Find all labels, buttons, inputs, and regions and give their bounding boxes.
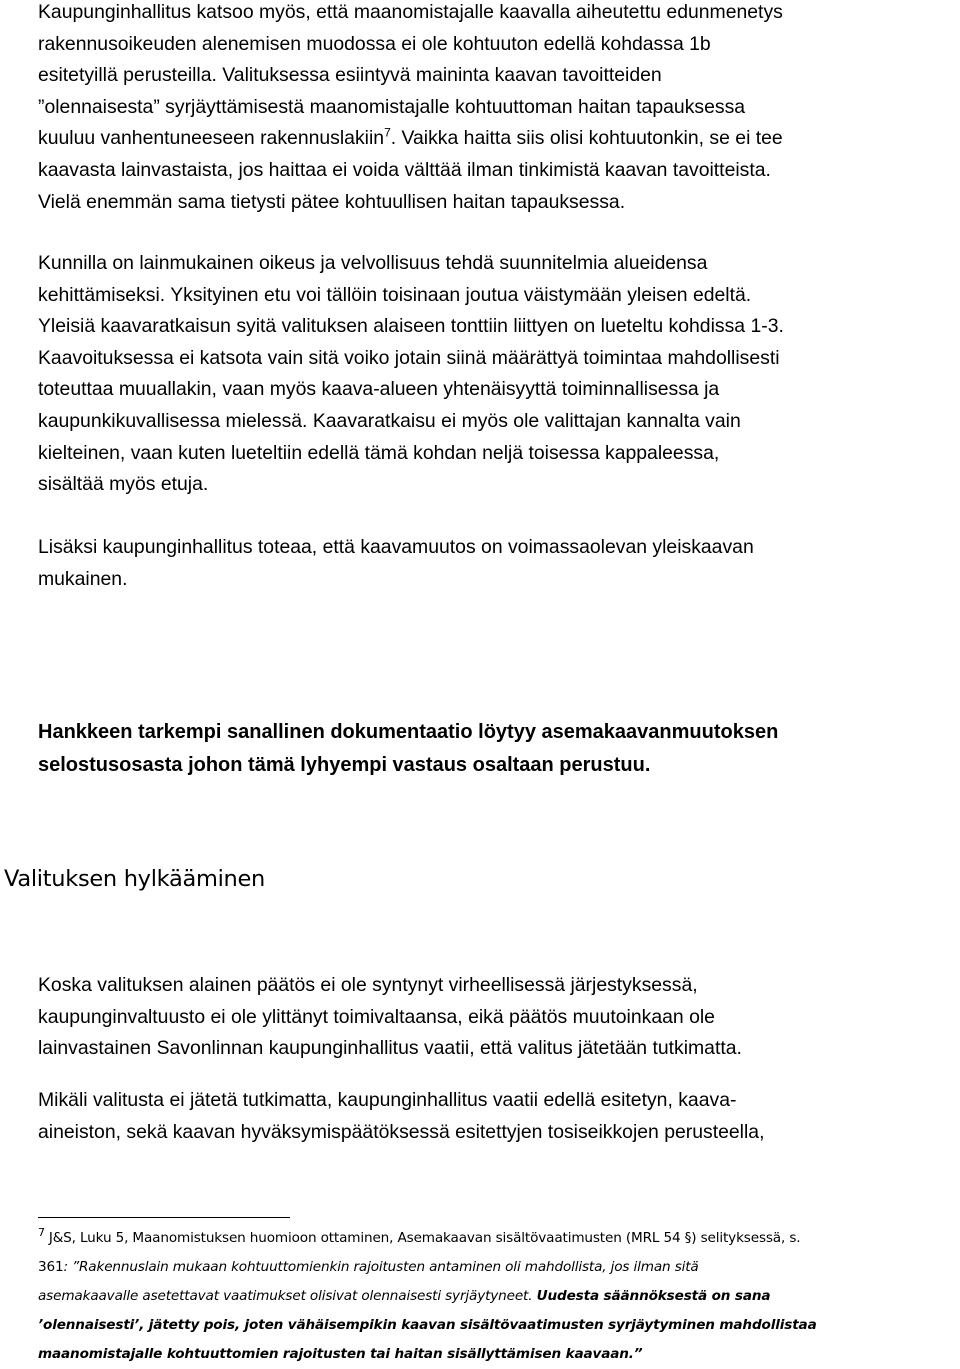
text-line: ”olennaisesta” syrjäyttämisestä maanomistajalle kohtuuttoman haitan tapauksessa bbox=[38, 95, 746, 118]
footnote-reference[interactable]: 7 bbox=[384, 125, 391, 140]
text-line: selostusosasta johon tämä lyhyempi vastaus osaltaan perustuu. bbox=[38, 754, 651, 776]
documentation-note bbox=[38, 716, 958, 782]
text-line: Kaupunginhallitus katsoo myös, että maanomistajalle kaavalla aiheutettu edunmenetys bbox=[38, 1, 783, 23]
text-line: Koska valituksen alainen päätös ei ole syntynyt virheellisessä järjestyksessä, bbox=[38, 974, 698, 996]
footnote-separator bbox=[38, 1217, 290, 1218]
paragraph-alternative-request bbox=[38, 1085, 958, 1148]
text-line: Mikäli valitusta ei jätetä tutkimatta, kaupunginhallitus vaatii edellä esitetyn, kaava- bbox=[38, 1089, 737, 1111]
paragraph-dismissal-request bbox=[38, 970, 958, 1065]
footnote-line bbox=[38, 1282, 960, 1311]
footnote-line: ’olennaisesti’, jätetty pois, joten vähäisempikin kaavan sisältövaatimusten syrjäytyminen mahdollistaa bbox=[38, 1317, 817, 1333]
footnote-number: 7 bbox=[38, 1226, 45, 1240]
quote-segment: asemakaavalle asetettavat vaatimukset olisivat olennaisesti syrjäytyneet. bbox=[38, 1288, 537, 1304]
text-line: Yleisiä kaavaratkaisun syitä valituksen alaiseen tonttiin liittyen on lueteltu kohdissa 1-3. bbox=[38, 315, 784, 338]
text-line: sisältää myös etuja. bbox=[38, 473, 209, 496]
text-line: esitetyillä perusteilla. Valituksessa esiintyvä maininta kaavan tavoitteiden bbox=[38, 64, 662, 87]
text-line: kielteinen, vaan kuten lueteltiin edellä tämä kohdan neljä toisessa kappaleessa, bbox=[38, 441, 720, 464]
text-line: toteuttaa muuallakin, vaan myös kaava-alueen yhtenäisyyttä toiminnallisessa ja bbox=[38, 378, 720, 401]
text-segment: J&S, Luku 5, Maanomistuksen huomioon ottaminen, Asemakaavan sisältövaatimusten (MRL 54 §) selityksessä, s. bbox=[48, 1230, 801, 1246]
section-heading: Valituksen hylkääminen bbox=[4, 866, 265, 892]
text-line: Hankkeen tarkempi sanallinen dokumentaatio löytyy asemakaavanmuutoksen bbox=[38, 721, 779, 743]
footnote-line bbox=[38, 1224, 960, 1253]
text-line: Kunnilla on lainmukainen oikeus ja velvollisuus tehdä suunnitelmia alueidensa bbox=[38, 252, 708, 274]
text-segment: kuuluu vanhentuneeseen rakennuslakiin bbox=[38, 127, 385, 150]
text-line: Vielä enemmän sama tietysti pätee kohtuullisen haitan tapauksessa. bbox=[38, 190, 626, 213]
footnote bbox=[38, 1224, 960, 1369]
text-line: aineiston, sekä kaavan hyväksymispäätöksessä esitettyjen tosiseikkojen perusteella, bbox=[38, 1120, 765, 1143]
emphasis-segment: Uudesta säännöksestä on sana bbox=[536, 1288, 771, 1304]
text-line: kaupunginvaltuusto ei ole ylittänyt toimivaltaansa, eikä päätös muutoinkaan ole bbox=[38, 1005, 715, 1028]
paragraph-municipal-rights bbox=[38, 248, 958, 501]
footnote-line bbox=[38, 1253, 960, 1282]
paragraph-master-plan bbox=[38, 532, 958, 595]
text-line bbox=[38, 123, 958, 155]
text-line: mukainen. bbox=[38, 567, 128, 590]
text-segment: 361 bbox=[38, 1259, 64, 1275]
footnote-line: maanomistajalle kohtuuttomien rajoitusten tai haitan sisällyttämisen kaavaan.” bbox=[38, 1346, 643, 1362]
text-line: Kaavoituksessa ei katsota vain sitä voiko jotain siinä määrättyä toimintaa mahdollisesti bbox=[38, 346, 780, 369]
text-line: kaavasta lainvastaista, jos haittaa ei voida välttää ilman tinkimistä kaavan tavoitteista. bbox=[38, 158, 771, 181]
text-line: kaupunkikuvallisessa mielessä. Kaavaratkaisu ei myös ole valittajan kannalta vain bbox=[38, 409, 741, 432]
paragraph-compensation bbox=[38, 0, 958, 218]
text-line: kehittämiseksi. Yksityinen etu voi tällöin toisinaan joutua väistymään yleisen edeltä. bbox=[38, 283, 752, 306]
text-line: Lisäksi kaupunginhallitus toteaa, että kaavamuutos on voimassaolevan yleiskaavan bbox=[38, 536, 754, 558]
text-line: lainvastainen Savonlinnan kaupunginhallitus vaatii, että valitus jätetään tutkimatta. bbox=[38, 1037, 742, 1060]
quote-segment: : ”Rakennuslain mukaan kohtuuttomienkin rajoitusten antaminen oli mahdollista, jos ilman sitä bbox=[63, 1259, 699, 1275]
text-line: rakennusoikeuden alenemisen muodossa ei ole kohtuuton edellä kohdassa 1b bbox=[38, 32, 711, 55]
text-segment: . Vaikka haitta siis olisi kohtuutonkin, se ei tee bbox=[390, 127, 783, 150]
